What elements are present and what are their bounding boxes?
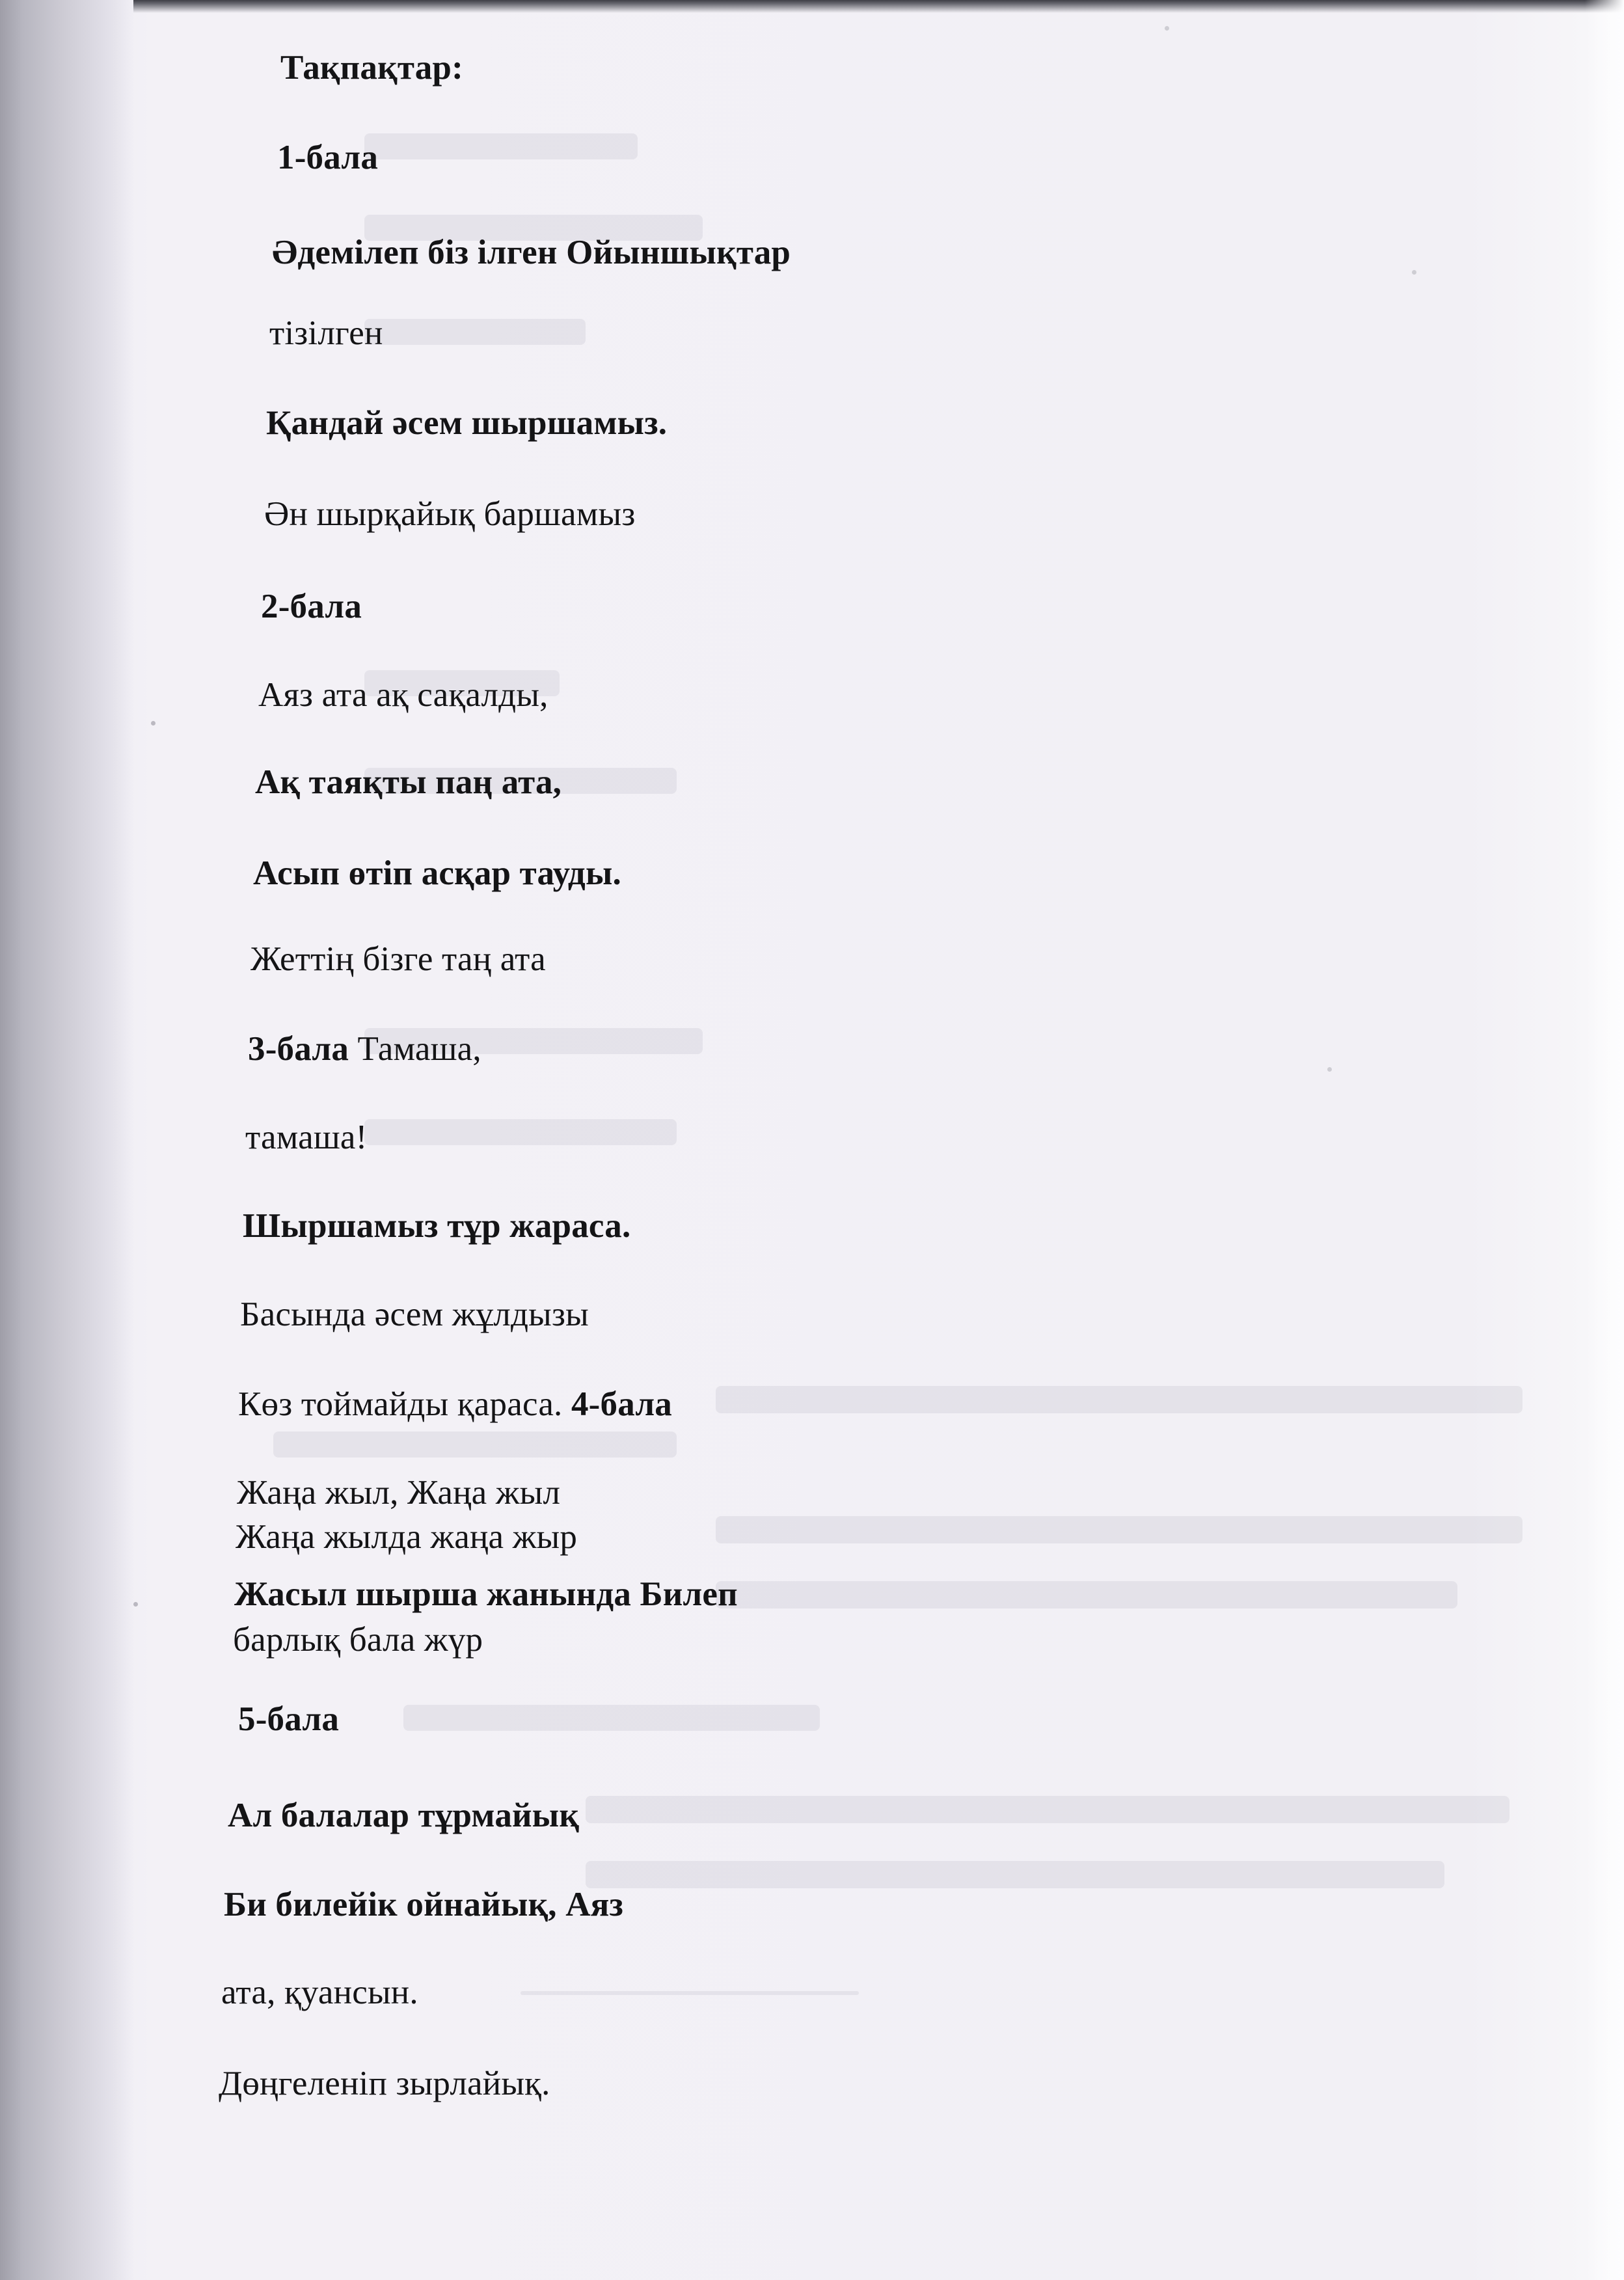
line-text: Жаңа жылда жаңа жыр (236, 1518, 578, 1556)
line-text: Би билейік ойнайық, Аяз (224, 1886, 624, 1923)
line-text: Дөңгеленіп зырлайық. (219, 2065, 550, 2102)
line-5 (264, 493, 635, 535)
line-7 (258, 674, 548, 716)
speaker-label: 2-бала (261, 588, 362, 625)
line-text: Ал балалар тұрмайық (228, 1797, 580, 1834)
line-17 (236, 1516, 577, 1558)
line-text: барлық бала жүр (233, 1621, 483, 1659)
line-16 (237, 1472, 560, 1513)
bleed-through-block (403, 1705, 820, 1731)
line-9 (253, 852, 621, 894)
bleed-through-block (273, 1432, 677, 1458)
line-text: Тамаша, (349, 1030, 481, 1068)
line-text: тамаша! (245, 1119, 368, 1156)
scan-speck (1412, 270, 1416, 275)
line-6 (261, 586, 362, 627)
line-12 (245, 1117, 367, 1158)
bleed-through-block (586, 1796, 1509, 1823)
line-1 (277, 137, 378, 178)
bleed-through-block (716, 1516, 1522, 1543)
line-text: Ақ таяқты паң ата, (255, 763, 562, 801)
bleed-through-block (364, 319, 586, 345)
scan-speck (1165, 26, 1169, 31)
speaker-label: 5-бала (238, 1700, 340, 1738)
line-19 (233, 1619, 483, 1661)
line-20 (238, 1698, 339, 1740)
scan-speck (1327, 1067, 1332, 1072)
line-text: Асып өтіп асқар тауды. (253, 854, 621, 892)
line-text: тізілген (269, 314, 383, 352)
line-22 (224, 1884, 623, 1925)
bleed-through-block (364, 133, 638, 159)
speaker-label: 3-бала (248, 1030, 349, 1068)
line-14 (240, 1294, 589, 1335)
bleed-through-block (586, 1861, 1444, 1888)
line-18 (234, 1573, 738, 1615)
line-text: Жасыл шырша жанында Билеп (234, 1575, 738, 1613)
line-text: Жаңа жыл, Жаңа жыл (237, 1474, 561, 1512)
line-4 (266, 402, 667, 444)
line-text: Әдемілеп біз ілген Ойыншықтар (272, 234, 791, 271)
scan-speck (151, 721, 156, 726)
line-8 (255, 761, 562, 803)
line-text: Жеттің бізге таң ата (250, 940, 546, 978)
line-24 (219, 2063, 550, 2104)
line-text: Көз тоймайды қараса. (238, 1385, 571, 1423)
line-21 (228, 1795, 579, 1836)
line-10 (250, 938, 546, 980)
bleed-through-block (716, 1386, 1522, 1413)
scan-top-edge (133, 0, 1624, 13)
scan-right-edge (1585, 0, 1624, 2280)
line-text: Қандай әсем шыршамыз. (266, 404, 668, 442)
page-title: Тақпақтар: (280, 49, 463, 87)
line-15 (238, 1383, 672, 1425)
bleed-through-block (716, 1581, 1457, 1608)
line-23 (221, 1972, 418, 2013)
line-13 (243, 1205, 630, 1247)
scan-left-edge (0, 0, 133, 2280)
line-text: Аяз ата ақ сақалды, (258, 676, 548, 714)
line-text: ата, қуансын. (221, 1974, 418, 2011)
speaker-label: 1-бала (277, 139, 379, 176)
line-text: Басында әсем жұлдызы (240, 1296, 589, 1333)
line-2 (272, 232, 791, 273)
line-text: Ән шырқайық баршамыз (264, 495, 636, 533)
bleed-through-block (364, 1119, 677, 1145)
line-3 (269, 312, 383, 354)
speaker-label: 4-бала (571, 1385, 673, 1423)
bleed-through-block (521, 1991, 859, 1995)
line-text: Шыршамыз тұр жараса. (243, 1207, 631, 1245)
scan-speck (133, 1602, 138, 1607)
line-11 (248, 1028, 481, 1070)
